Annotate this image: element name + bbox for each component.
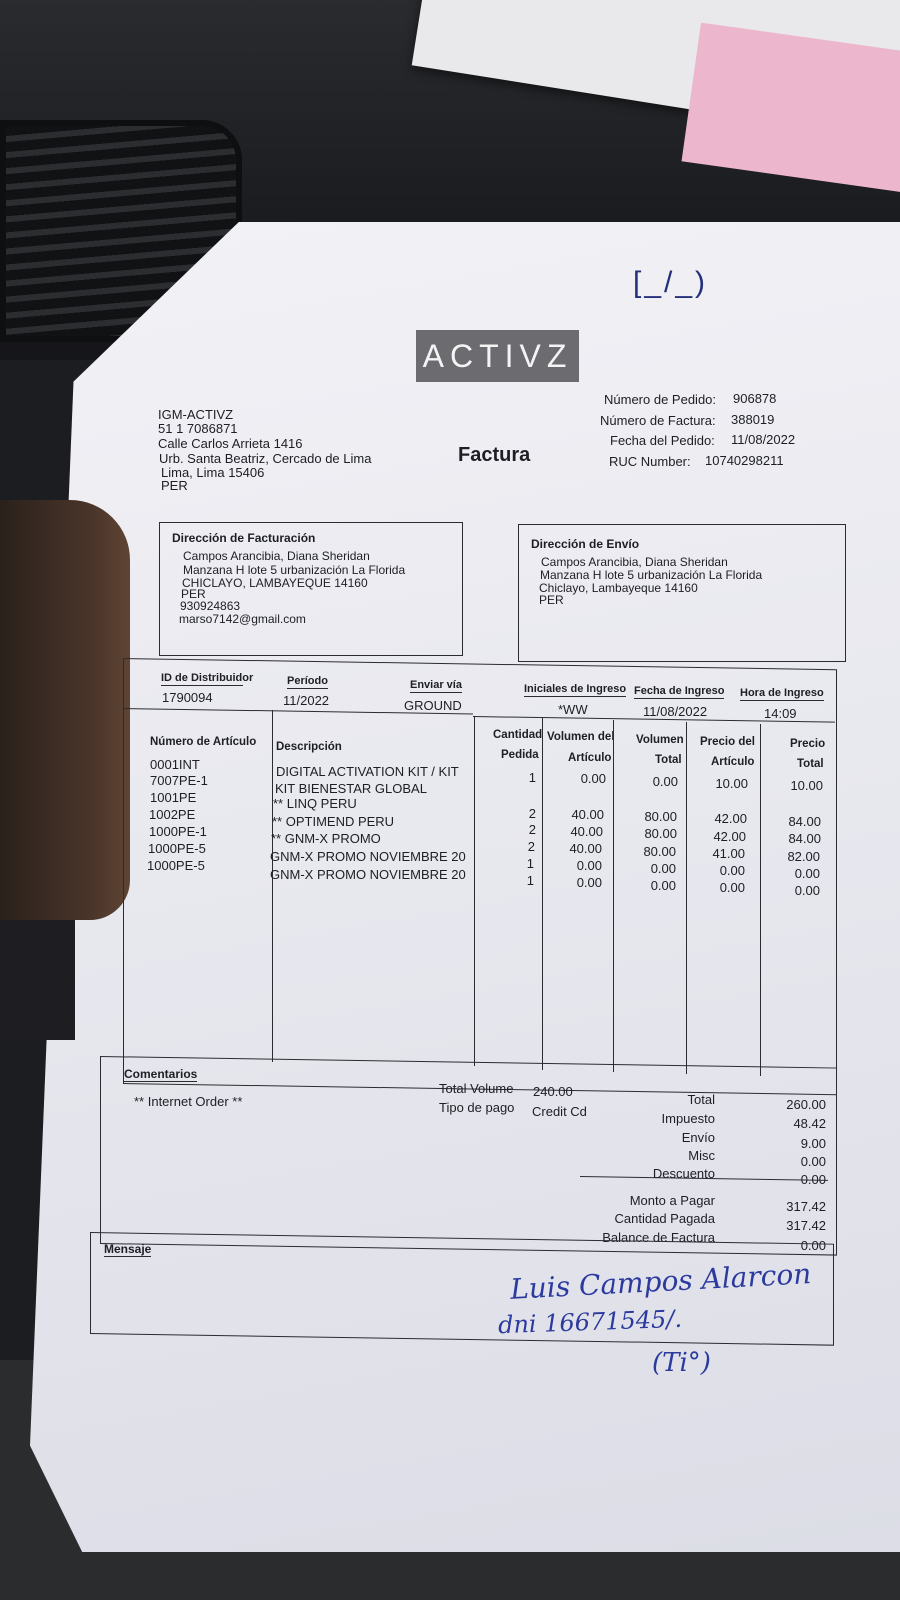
total-volume-label: Total Volume [439, 1081, 514, 1096]
ruc-number: 10740298211 [705, 453, 784, 468]
ruc-label: RUC Number: [609, 454, 691, 469]
col-price-total-2: Total [797, 758, 824, 770]
col-article: Número de Artículo [150, 736, 257, 748]
col-price-total-1: Precio [790, 738, 826, 750]
entry-time-label: Hora de Ingreso [740, 687, 824, 699]
col-price-2: Artículo [711, 756, 755, 768]
period: 11/2022 [283, 693, 330, 708]
col-qty-1: Cantidad [493, 729, 543, 741]
col-qty-2: Pedida [501, 749, 539, 761]
billing-title: Dirección de Facturación [172, 531, 316, 545]
initials: *WW [558, 702, 588, 717]
handwritten-page-mark: [_/_) [633, 266, 709, 299]
activz-logo: ACTIVZ [416, 330, 579, 382]
comments-title: Comentarios [124, 1067, 198, 1081]
signature-name: Luis Campos Alarcon [509, 1257, 813, 1306]
initials-label: Iniciales de Ingreso [524, 683, 627, 695]
signature-dni: dni 16671545/. [497, 1304, 683, 1340]
col-vol-total-2: Total [655, 754, 682, 766]
order-date: 11/08/2022 [731, 432, 796, 447]
col-vol-1: Volumen del [547, 731, 615, 743]
ship-via-label: Enviar vía [410, 679, 462, 691]
entry-time: 14:09 [764, 706, 797, 721]
invoice-document: [_/_) ACTIVZ Factura IGM-ACTIVZ 51 1 7086871 Calle Carlos Arrieta 1416 Urb. Santa Beatriz, Cercado de Lima Lima, Lima 15406 PER Número de Pedido: 906878 Número de Factura: 388019 Fecha del Pedido: 11/08/2022 RUC Number: 10740298211 Dirección de Facturación Campos Arancibia, Diana Sheridan Manzana H lote 5 urbanización La Florida CHICLAYO, LAMBAYEQUE 14160 PER 930924863 marso7142@gmail.com Dirección de Envío Campos Arancibia, Diana Sheridan Manzana H lote 5 urbanización La Florida Chiclayo, Lambayeque 14160 PER ID de Distribuidor 1790094 Período 11/2022 Enviar vía GROUND Iniciales de Ingreso *WW Fecha de Ingreso 11/08/2022 Hora de Ingreso 14:09 Número de Artículo Descripción Cantidad Pedida Volumen del Artículo Volumen Total Precio del Artículo Precio Total 0001INT DIGITAL ACTIVATION KIT / KIT 1 0.00 0.00 10.00 10.00 7007PE-1 KIT BIENESTAR GLOBAL 1001PE ** LINQ PERU 1002PE ** OPTIMEND PERU 2 40.00 80.00 42.00 84.00 1000PE-1 ** GNM-X PROMO 2 40.00 80.00 42.00 84.00 1000PE-5 GNM-X PROMO NOVIEMBRE 20 2 40.00 80.00 41.00 82.00 1000PE-5 GNM-X PROMO NOVIEMBRE 20 1 0.00 0.00 0.00 0.00 1 0.00 0.00 0.00 0.00 Comentarios ** Internet Order ** Total Volume 240.00 Tipo de pago Credit Cd Total 260.00 Impuesto 48.42 Envío 9.00 Misc 0.00 Descuento 0.00 Monto a Pagar 317.42 Cantidad Pagada 317.42 Balance de Factura 0.00 Mensaje Luis Campos Alarcon dni 16671545/. (Ti°) [0, 0, 900, 1600]
order-number: 906878 [733, 391, 777, 406]
order-number-label: Número de Pedido: [604, 392, 717, 407]
shipping-title: Dirección de Envío [531, 537, 640, 551]
distributor-label: ID de Distribuidor [161, 672, 254, 684]
payment-type-label: Tipo de pago [439, 1100, 515, 1115]
invoice-number-label: Número de Factura: [600, 413, 716, 428]
entry-date: 11/08/2022 [643, 704, 708, 719]
total-volume: 240.00 [533, 1084, 573, 1099]
order-date-label: Fecha del Pedido: [610, 433, 715, 448]
col-description: Descripción [276, 741, 342, 753]
col-vol-total-1: Volumen [636, 734, 684, 746]
period-label: Período [287, 675, 328, 687]
invoice-number: 388019 [731, 412, 775, 427]
billing-email: marso7142@gmail.com [179, 612, 306, 626]
col-vol-2: Artículo [568, 752, 612, 764]
col-price-1: Precio del [700, 736, 755, 748]
entry-date-label: Fecha de Ingreso [634, 685, 725, 697]
comments-text: ** Internet Order ** [134, 1094, 243, 1109]
message-title: Mensaje [104, 1242, 152, 1256]
signature-note: (Ti°) [652, 1348, 711, 1378]
distributor-id: 1790094 [162, 690, 213, 705]
ship-via: GROUND [404, 698, 462, 713]
payment-type: Credit Cd [532, 1104, 587, 1119]
document-title: Factura [458, 444, 531, 466]
